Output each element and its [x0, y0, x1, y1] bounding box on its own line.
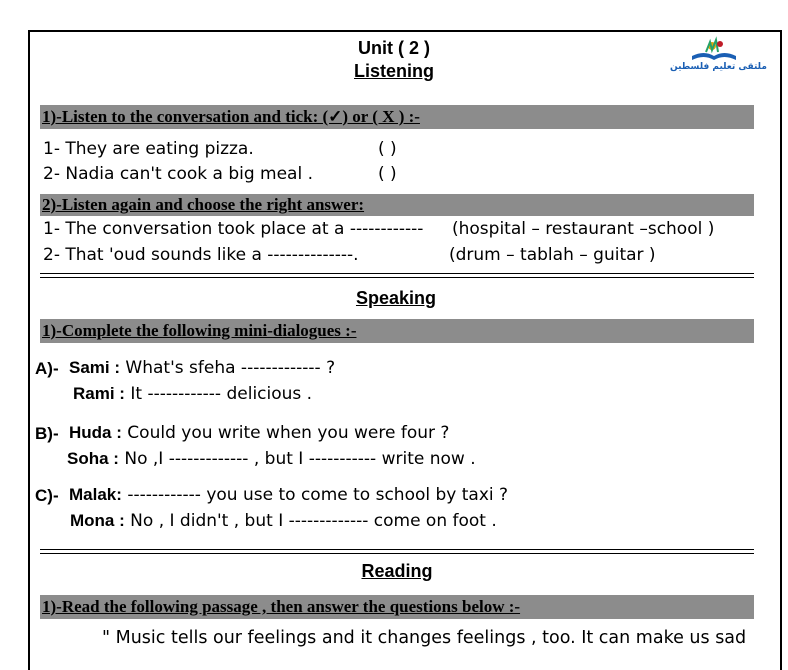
- reading-q1-bar: [40, 595, 754, 619]
- speaker-malak: Malak:: [69, 485, 122, 504]
- listening-title: Listening: [354, 61, 434, 81]
- q1-tick-box-1[interactable]: ( ): [378, 139, 397, 159]
- dialogue-b-line-2: [67, 449, 476, 469]
- q1-item-2: 2- Nadia can't cook a big meal .: [43, 164, 313, 184]
- speaker-rami: Rami: [73, 384, 115, 403]
- line-text: No ,I ------------- , but I ----------- write now .: [118, 449, 476, 469]
- line-text: Could you write when you were four ?: [121, 423, 450, 443]
- listening-q1-title: 1)-Listen to the conversation and tick: (✓) or ( X ) :-: [42, 107, 420, 126]
- dialogue-c-line-1: [69, 485, 508, 505]
- dialogue-a-line-2: [73, 384, 312, 404]
- dialogue-c-line-2: [70, 511, 497, 531]
- dialogue-c-label: C)-: [35, 486, 59, 505]
- divider-2: [40, 549, 754, 554]
- speaker-sep: :: [108, 449, 119, 468]
- dialogue-a-line-1: [69, 358, 335, 378]
- speaker-huda: Huda: [69, 423, 112, 442]
- dialogue-b-line-1: [69, 423, 449, 443]
- listening-q1-bar: [40, 105, 754, 129]
- divider-1: [40, 273, 754, 278]
- speaker-soha: Soha: [67, 449, 109, 468]
- dialogue-a-label: A)-: [35, 359, 59, 378]
- reading-title: Reading: [361, 561, 433, 581]
- unit-title: Unit ( 2 ): [358, 38, 430, 58]
- speaker-sep: :: [114, 511, 125, 530]
- speaker-sep: :: [109, 358, 121, 377]
- line-text: What's sfeha ------------- ?: [120, 358, 336, 378]
- reading-q1-title: 1)-Read the following passage , then answer the questions below :-: [42, 597, 521, 616]
- line-text: It ------------ delicious .: [124, 384, 313, 404]
- speaking-title: Speaking: [355, 288, 437, 308]
- speaker-mona: Mona: [70, 511, 115, 530]
- speaker-sep: :: [114, 384, 125, 403]
- passage-text: " Music tells our feelings and it changes feelings , too. It can make us sad: [102, 628, 747, 648]
- q2-item-1: 1- The conversation took place at a ------------: [43, 219, 424, 239]
- speaking-q1-title: 1)-Complete the following mini-dialogues :-: [42, 321, 357, 340]
- listening-q2-title: 2)-Listen again and choose the right answer:: [42, 195, 365, 214]
- q1-tick-box-2[interactable]: ( ): [378, 164, 397, 184]
- q2-options-2: (drum – tablah – guitar ): [449, 245, 656, 265]
- speaking-q1-bar: [40, 319, 754, 343]
- q2-item-2: 2- That 'oud sounds like a --------------.: [43, 245, 359, 265]
- logo-text: ملتقى تعليم فلسطين: [670, 62, 767, 72]
- line-text: ------------ you use to come to school by taxi ?: [121, 485, 509, 505]
- logo: [670, 34, 767, 78]
- q2-options-1: (hospital – restaurant –school ): [452, 219, 715, 239]
- line-text: No , I didn't , but I ------------- come on foot .: [124, 511, 497, 531]
- dialogue-b-label: B)-: [35, 424, 59, 443]
- q1-item-1: 1- They are eating pizza.: [43, 139, 254, 159]
- speaker-sep: :: [111, 423, 122, 442]
- listening-q2-bar: [40, 194, 754, 216]
- speaker-sami: Sami: [69, 358, 110, 377]
